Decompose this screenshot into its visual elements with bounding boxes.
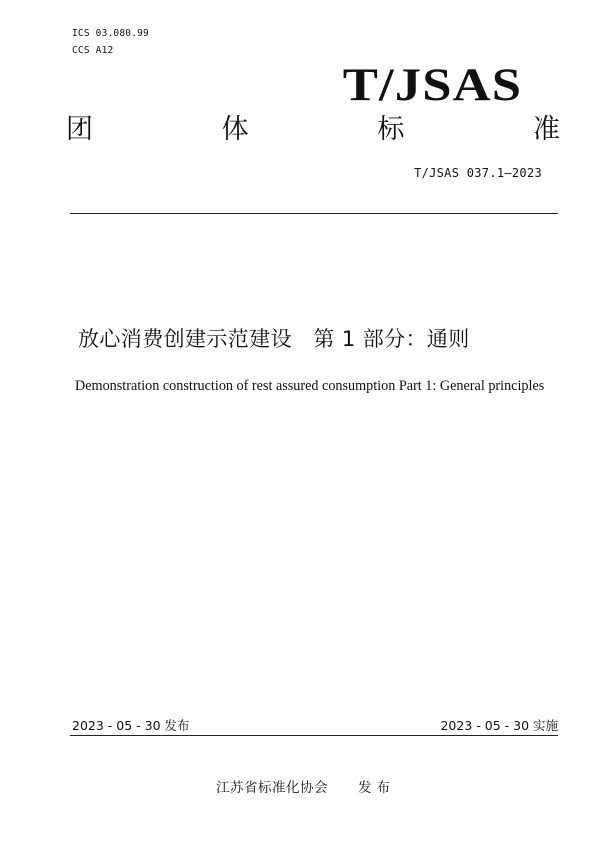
top-divider: [70, 213, 558, 214]
release-date: 2023 - 05 - 30 发布: [72, 718, 190, 733]
ics-code: ICS 03.080.99: [72, 28, 149, 39]
ccs-code: CCS A12: [72, 45, 114, 56]
publish-label: 发布: [358, 780, 395, 796]
title-english: Demonstration construction of rest assured consumption Part 1: General principles: [75, 378, 545, 394]
standard-logo: T/JSAS: [342, 59, 522, 111]
standard-number: T/JSAS 037.1—2023: [414, 166, 542, 180]
category-char: 准: [532, 114, 560, 145]
category-char: 标: [377, 114, 405, 145]
category-char: 团: [66, 114, 93, 145]
standard-category: [66, 116, 560, 143]
publisher: 江苏省标准化协会: [216, 780, 328, 796]
category-char: 体: [221, 114, 249, 145]
implementation-date: 2023 - 05 - 30 实施: [440, 718, 558, 733]
title-chinese: 放心消费创建示范建设 第 1 部分：通则: [78, 327, 470, 351]
bottom-divider: [70, 735, 558, 736]
